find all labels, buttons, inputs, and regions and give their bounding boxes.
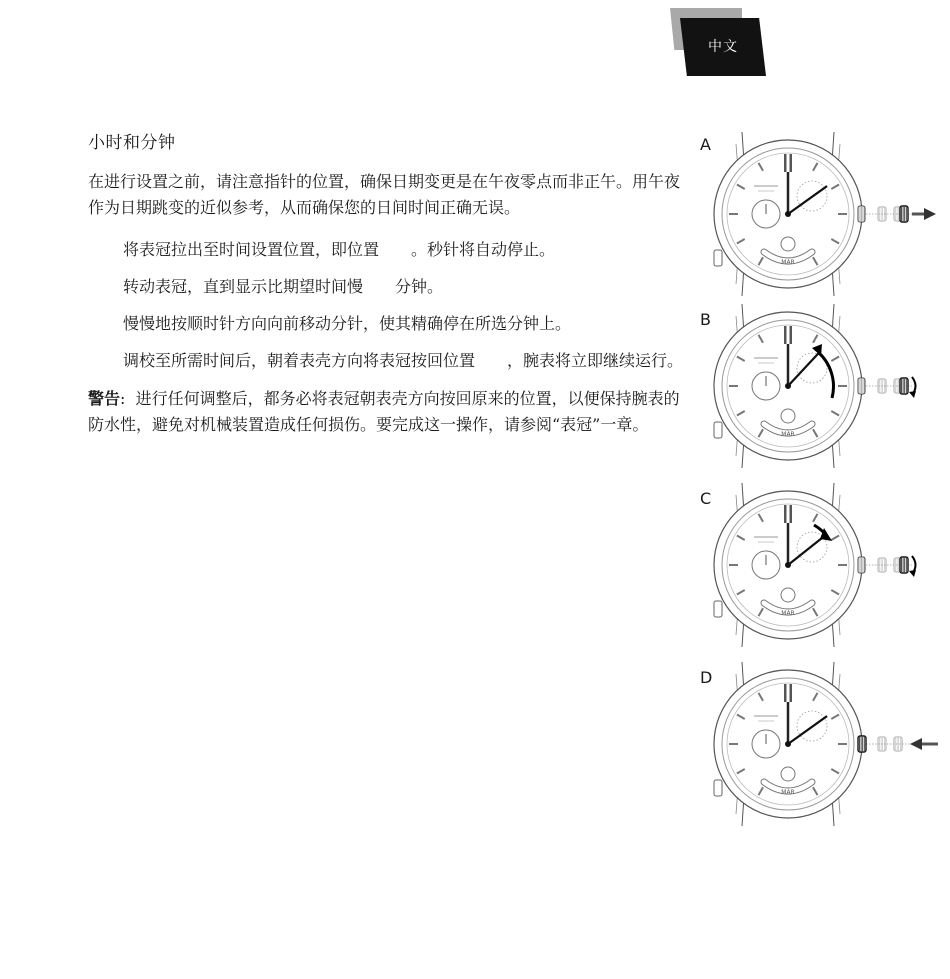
month-label: MAR: [781, 431, 795, 438]
month-label: MAR: [781, 789, 795, 796]
figure-d-letter: D: [700, 668, 713, 687]
intro-paragraph: 在进行设置之前，请注意指针的位置，确保日期变更是在午夜零点而非正午。用午夜作为日期跳变的近似参考，从而确保您的日间时间正确无误。: [88, 172, 681, 217]
month-label: MAR: [781, 259, 795, 266]
figure-b-watch: [712, 304, 944, 474]
watch-illustration: [712, 483, 944, 653]
figure-b-letter: B: [700, 310, 711, 329]
section-title: 小时和分钟: [88, 133, 176, 153]
step-4: 调校至所需时间后，朝着表壳方向将表冠按回位置 ，腕表将立即继续运行。: [123, 351, 684, 370]
language-tab-label: 中文: [708, 39, 738, 55]
figure-c-letter: C: [700, 489, 712, 508]
watch-illustration: [712, 132, 944, 302]
warning-label: 警告: [88, 389, 121, 408]
language-tab[interactable]: [670, 8, 770, 80]
figure-d-watch: [712, 662, 944, 832]
warning-paragraph: 警告: 进行任何调整后，都务必将表冠朝表壳方向按回原来的位置，以便保持腕表的防水性，避免对机械装置造成任何损伤。要完成这一操作，请参阅“表冠”一章。: [88, 389, 680, 434]
figure-a-letter: A: [700, 135, 711, 154]
figure-c-watch: [712, 483, 944, 653]
step-1: 将表冠拉出至时间设置位置，即位置 。秒针将自动停止。: [123, 240, 556, 259]
warning-text: 进行任何调整后，都务必将表冠朝表壳方向按回原来的位置，以便保持腕表的防水性，避免对机械装置造成任何损伤。要完成这一操作，请参阅“表冠”一章。: [88, 389, 680, 434]
step-2: 转动表冠，直到显示比期望时间慢 分钟。: [123, 277, 444, 296]
watch-illustration: [712, 304, 944, 474]
steps-list: [88, 237, 688, 374]
instructions-section: [88, 128, 688, 438]
step-3: 慢慢地按顺时针方向向前移动分针，使其精确停在所选分钟上。: [123, 314, 572, 333]
watch-illustration: [712, 662, 944, 832]
figure-a-watch: [712, 132, 944, 302]
month-label: MAR: [781, 610, 795, 617]
